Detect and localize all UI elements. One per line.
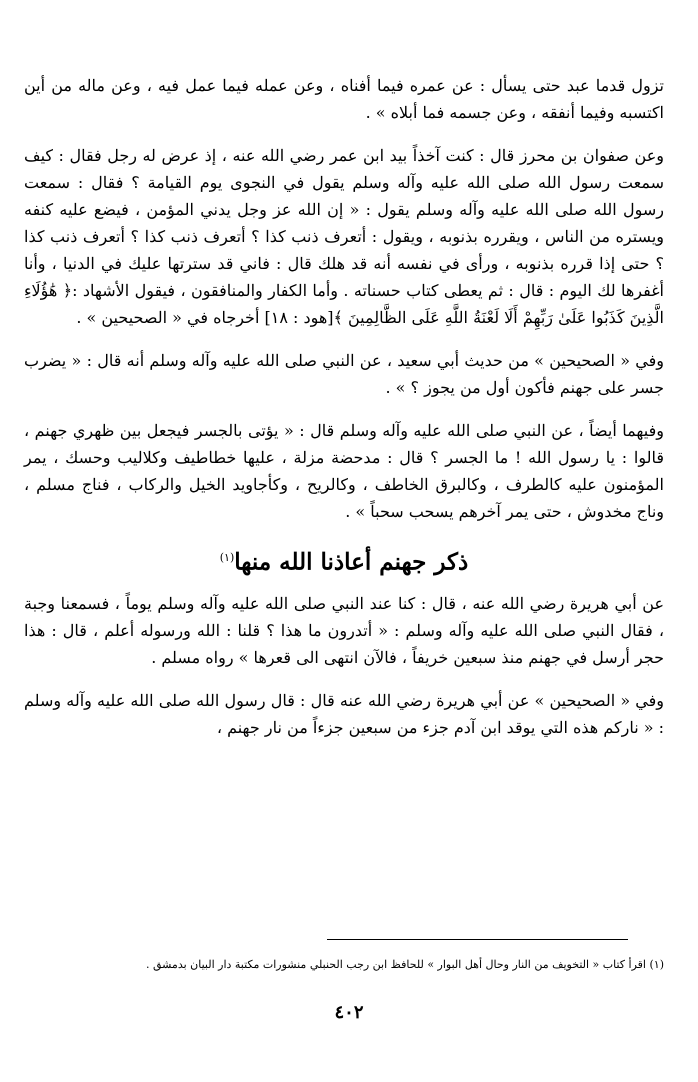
page-number: ٤٠٢ (334, 1002, 364, 1023)
paragraph-2: وعن صفوان بن محرز قال : كنت آخذاً بيد ابن عمر رضي الله عنه ، إذ عرض له رجل فقال : كيف سمعت رسول الله صلى الله عليه وآله وسلم يقول في النجوى يوم القيامة ؟ فقال : سمعت رسول الله صلى الله عليه وآله وسلم يقول : « إن الله عز وجل يدني المؤمن ، فيضع عليه كنفه ويستره من الناس ، ويقرره بذنوبه ، ويقول : أتعرف ذنب كذا ؟ أتعرف ذنب كذا ؟ أتعرف ذنب كذا ؟ حتى إذا قرره بذنوبه ، ورأى في نفسه أنه قد هلك قال : فاني قد سترتها عليك في الدنيا ، وأنا أغفرها لك اليوم : قال : ثم يعطى كتاب حسناته . وأما الكفار والمنافقون ، فيقول الأشهاد :﴿ هَٰؤُلَاءِ الَّذِينَ كَذَبُوا عَلَىٰ رَبِّهِمْ أَلَا لَعْنَةُ اللَّهِ عَلَى الظَّالِمِينَ ﴾[هود : ١٨] أخرجاه في « الصحيحين » . (24, 146, 665, 327)
paragraph-4: وفيهما أيضاً ، عن النبي صلى الله عليه وآله وسلم قال : « يؤتى بالجسر فيجعل بين ظهري جهنم ، قالوا : يا رسول الله ! ما الجسر ؟ قال : مدحضة مزلة ، عليها خطاطيف وكلاليب وحسك ، يمر المؤمنون عليه كالطرف ، وكالبرق الخاطف ، وكالريح ، وكأجاويد الخيل والركاب ، فناج مسلم ، وناج مخدوش ، حتى يمر آخرهم يسحب سحباً » . (24, 421, 664, 521)
heading-footnote-marker: (١) (219, 551, 235, 564)
paragraph-1: تزول قدما عبد حتى يسأل : عن عمره فيما أفناه ، وعن عمله فيما عمل فيه ، وعن ماله من أين اكتسبه وفيما أنفقه ، وعن جسمه فما أبلاه » . (24, 76, 664, 122)
paragraph-6: وفي « الصحيحين » عن أبي هريرة رضي الله عنه قال : قال رسول الله صلى الله عليه وآله وسلم : « ناركم هذه التي يوقد ابن آدم جزء من سبعين جزءاً من نار جهنم ، (24, 690, 664, 737)
section-heading (24, 541, 664, 580)
footnote-divider (327, 939, 628, 940)
paragraph-5: عن أبي هريرة رضي الله عنه ، قال : كنا عند النبي صلى الله عليه وآله وسلم يوماً ، فسمعنا وجبة ، فقال النبي صلى الله عليه وآله وسلم : « أتدرون ما هذا ؟ قلنا : الله ورسوله أعلم ، قال : هذا حجر أرسل في جهنم منذ سبعين خريفاً ، فالآن انتهى الى قعرها » رواه مسلم . (24, 593, 665, 667)
paragraph-3: وفي « الصحيحين » من حديث أبي سعيد ، عن النبي صلى الله عليه وآله وسلم أنه قال : « يضرب جسر على جهنم فأكون أول من يجوز ؟ » . (24, 351, 665, 397)
footnote: (١) اقرأ كتاب « التخويف من النار وحال أهل البوار » للحافظ ابن رجب الحنبلي منشورات مكتبة دار البيان بدمشق . (145, 958, 664, 971)
heading-text: ذكر جهنم أعاذنا الله منها (234, 548, 469, 576)
